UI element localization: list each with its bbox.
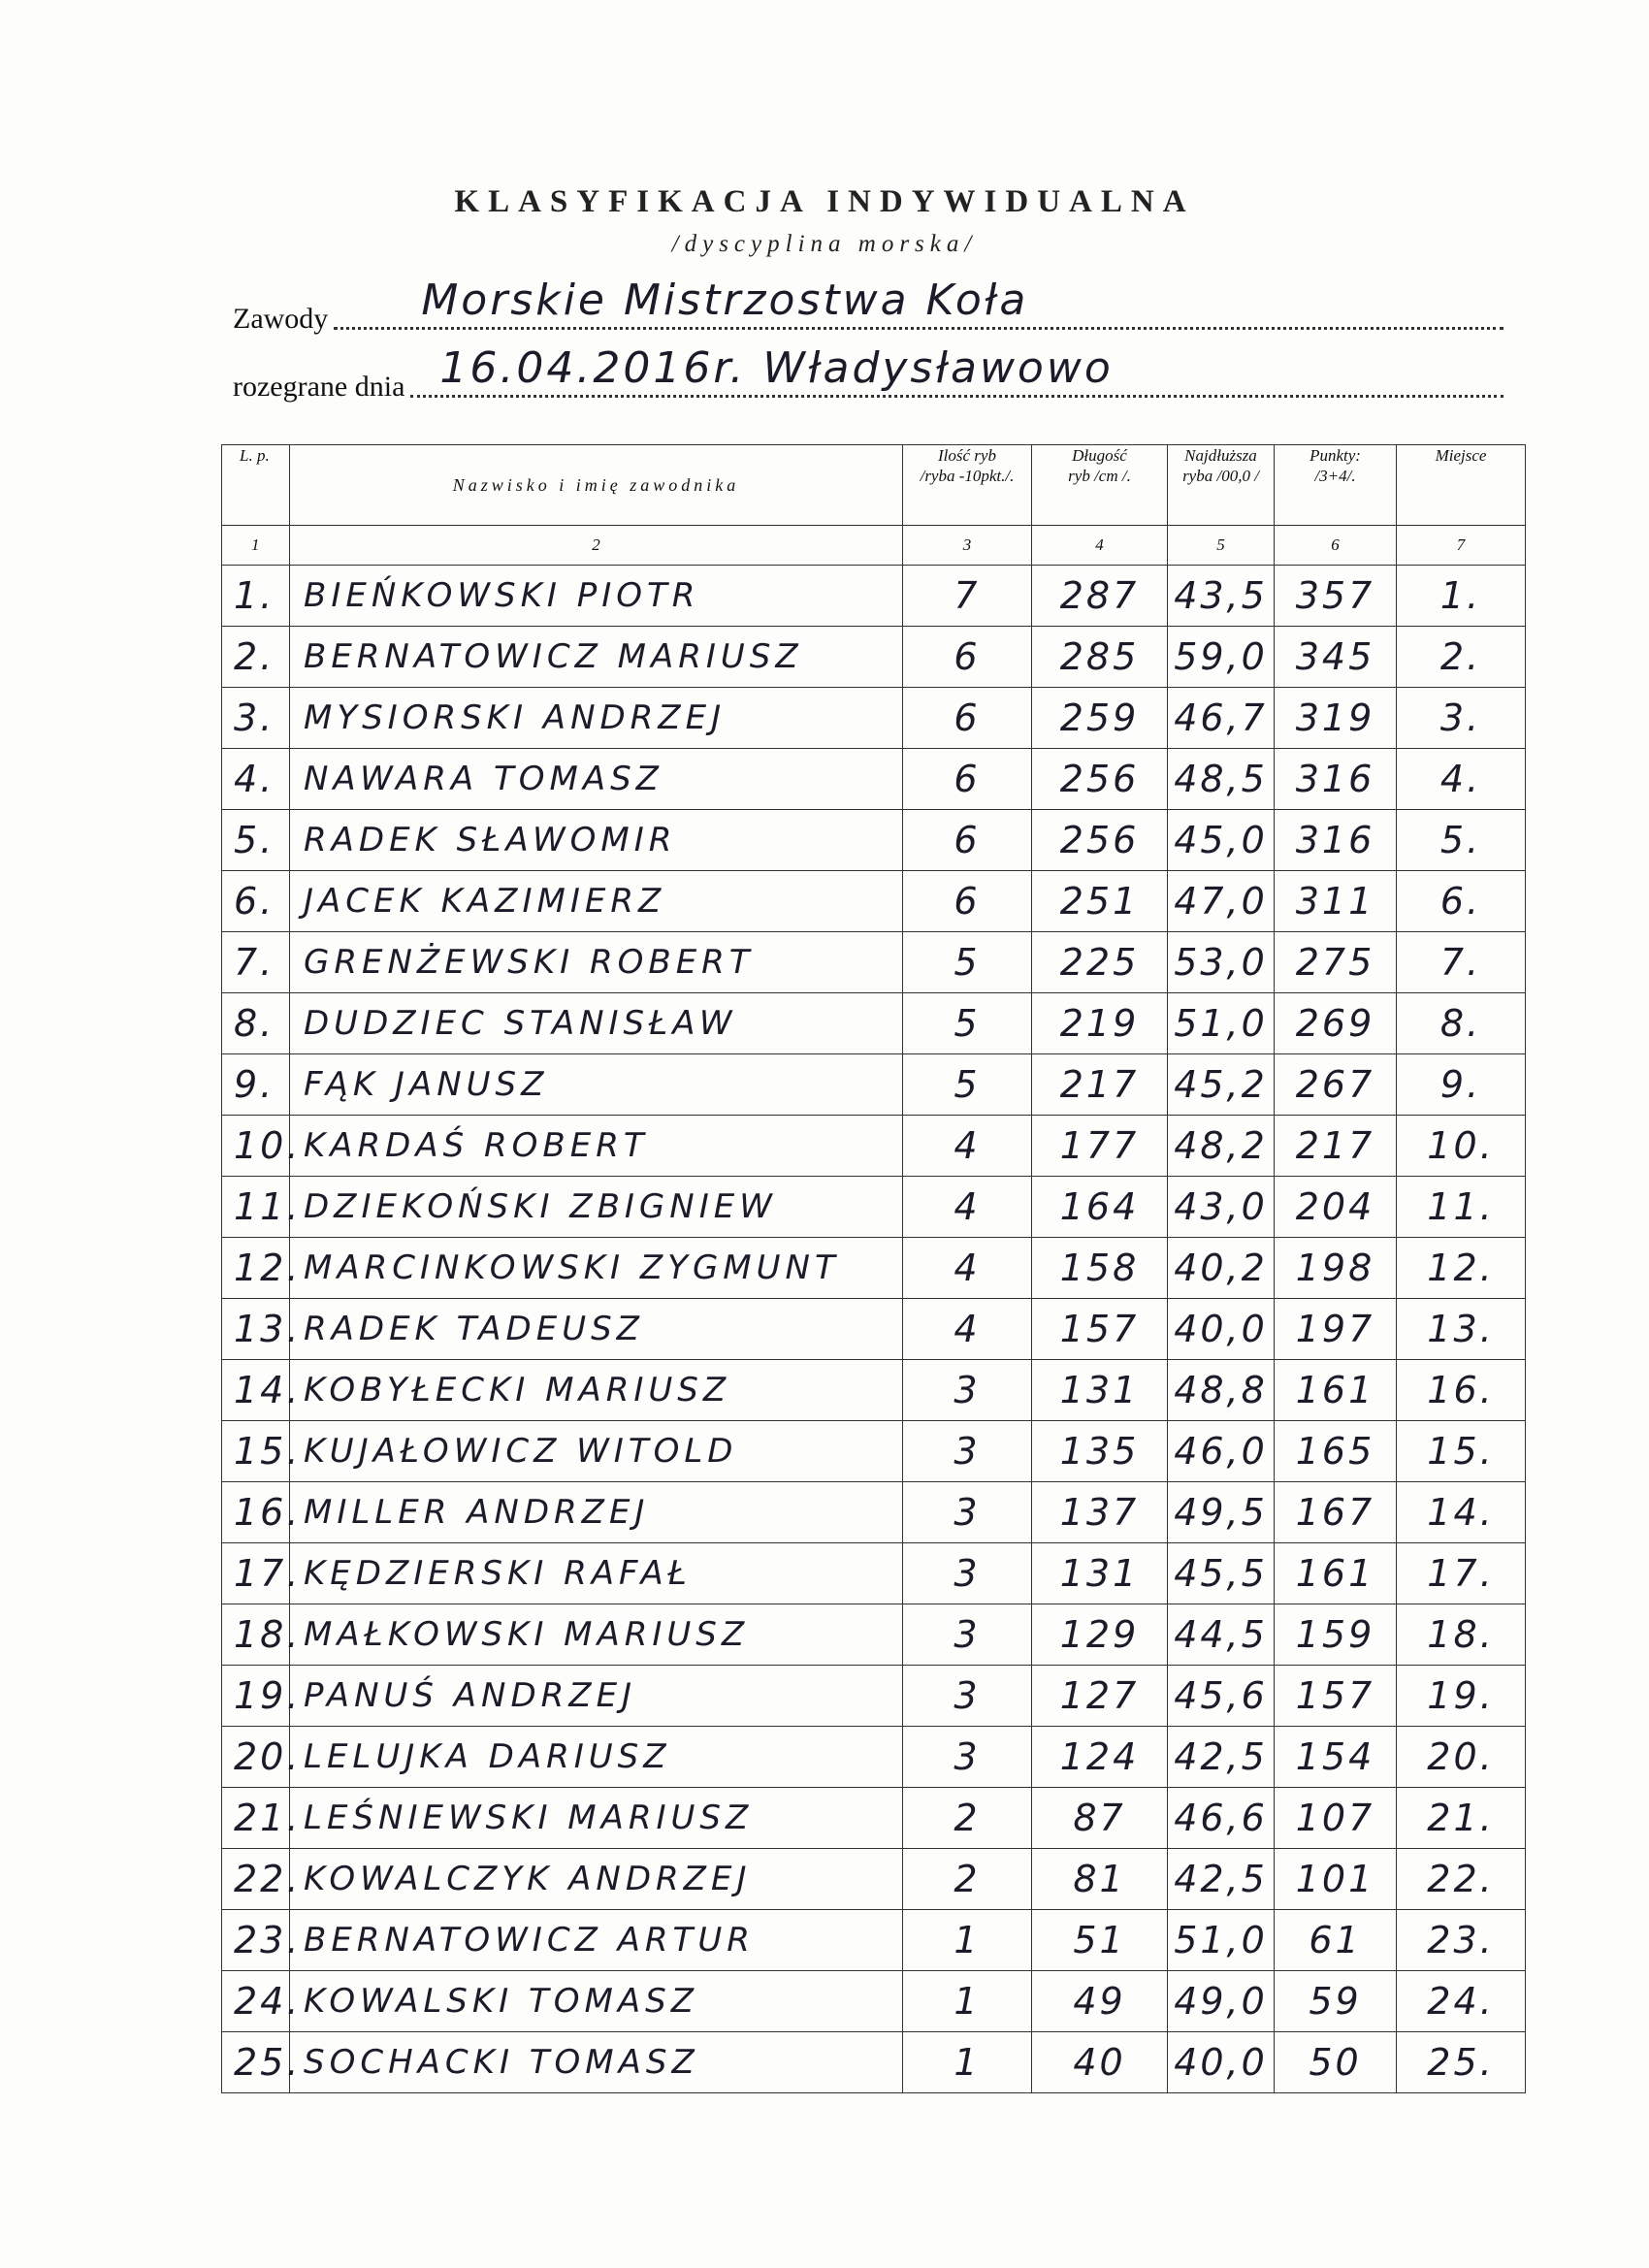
header-count-line1: Ilość ryb bbox=[938, 446, 996, 465]
cell-lp: 3. bbox=[222, 688, 290, 749]
table-row bbox=[222, 1054, 1526, 1116]
cell-length: 219 bbox=[1032, 993, 1168, 1054]
cell-length: 158 bbox=[1032, 1238, 1168, 1299]
column-number-row bbox=[222, 526, 1526, 566]
cell-longest: 45,2 bbox=[1168, 1054, 1275, 1116]
cell-length: 256 bbox=[1032, 810, 1168, 871]
cell-length: 259 bbox=[1032, 688, 1168, 749]
cell-place: 10. bbox=[1397, 1116, 1526, 1177]
page-subtitle: /dyscyplina morska/ bbox=[671, 231, 978, 257]
cell-lp: 5. bbox=[222, 810, 290, 871]
header-points-line1: Punkty: bbox=[1310, 446, 1361, 465]
column-number: 3 bbox=[903, 526, 1032, 566]
header-length-line2: ryb /cm /. bbox=[1068, 467, 1131, 485]
cell-place: 18. bbox=[1397, 1604, 1526, 1666]
table-row bbox=[222, 749, 1526, 810]
cell-count: 6 bbox=[903, 810, 1032, 871]
cell-longest: 51,0 bbox=[1168, 1910, 1275, 1971]
cell-longest: 43,0 bbox=[1168, 1177, 1275, 1238]
cell-length: 251 bbox=[1032, 871, 1168, 932]
cell-name: KOBYŁECKI MARIUSZ bbox=[290, 1360, 903, 1421]
header-longest bbox=[1168, 445, 1275, 526]
cell-lp: 15. bbox=[222, 1421, 290, 1482]
competition-label: Zawody bbox=[233, 303, 329, 335]
cell-lp: 12. bbox=[222, 1238, 290, 1299]
header-lp: L. p. bbox=[222, 445, 290, 526]
cell-place: 7. bbox=[1397, 932, 1526, 993]
table-row bbox=[222, 1116, 1526, 1177]
cell-longest: 48,2 bbox=[1168, 1116, 1275, 1177]
competition-field bbox=[233, 275, 1504, 340]
cell-lp: 24. bbox=[222, 1971, 290, 2032]
cell-name: MYSIORSKI ANDRZEJ bbox=[290, 688, 903, 749]
cell-longest: 48,5 bbox=[1168, 749, 1275, 810]
cell-place: 1. bbox=[1397, 566, 1526, 627]
table-row bbox=[222, 871, 1526, 932]
cell-lp: 13. bbox=[222, 1299, 290, 1360]
cell-name: SOCHACKI TOMASZ bbox=[290, 2032, 903, 2093]
table-row bbox=[222, 1849, 1526, 1910]
cell-lp: 23. bbox=[222, 1910, 290, 1971]
page-title: KLASYFIKACJA INDYWIDUALNA bbox=[454, 184, 1195, 219]
cell-longest: 42,5 bbox=[1168, 1727, 1275, 1788]
cell-points: 61 bbox=[1275, 1910, 1397, 1971]
cell-longest: 53,0 bbox=[1168, 932, 1275, 993]
column-number: 2 bbox=[290, 526, 903, 566]
header-name: Nazwisko i imię zawodnika bbox=[290, 445, 903, 526]
table-row bbox=[222, 2032, 1526, 2093]
cell-points: 157 bbox=[1275, 1666, 1397, 1727]
cell-count: 6 bbox=[903, 627, 1032, 688]
cell-count: 4 bbox=[903, 1299, 1032, 1360]
table-row bbox=[222, 1482, 1526, 1543]
cell-length: 124 bbox=[1032, 1727, 1168, 1788]
cell-points: 101 bbox=[1275, 1849, 1397, 1910]
cell-lp: 25. bbox=[222, 2032, 290, 2093]
cell-place: 4. bbox=[1397, 749, 1526, 810]
cell-place: 11. bbox=[1397, 1177, 1526, 1238]
cell-count: 5 bbox=[903, 1054, 1032, 1116]
cell-count: 6 bbox=[903, 688, 1032, 749]
cell-points: 107 bbox=[1275, 1788, 1397, 1849]
cell-count: 3 bbox=[903, 1604, 1032, 1666]
cell-place: 19. bbox=[1397, 1666, 1526, 1727]
cell-lp: 10. bbox=[222, 1116, 290, 1177]
cell-count: 3 bbox=[903, 1360, 1032, 1421]
date-line bbox=[410, 337, 1504, 398]
table-row bbox=[222, 627, 1526, 688]
table-row bbox=[222, 810, 1526, 871]
table-row bbox=[222, 566, 1526, 627]
cell-longest: 43,5 bbox=[1168, 566, 1275, 627]
table-row bbox=[222, 1971, 1526, 2032]
cell-name: DZIEKOŃSKI ZBIGNIEW bbox=[290, 1177, 903, 1238]
cell-count: 1 bbox=[903, 1910, 1032, 1971]
cell-length: 51 bbox=[1032, 1910, 1168, 1971]
table-row bbox=[222, 993, 1526, 1054]
cell-length: 129 bbox=[1032, 1604, 1168, 1666]
cell-count: 3 bbox=[903, 1421, 1032, 1482]
header-length bbox=[1032, 445, 1168, 526]
date-value: 16.04.2016r. Władysławowo bbox=[439, 343, 1114, 393]
table-row bbox=[222, 932, 1526, 993]
cell-longest: 40,0 bbox=[1168, 2032, 1275, 2093]
cell-points: 269 bbox=[1275, 993, 1397, 1054]
cell-name: RADEK TADEUSZ bbox=[290, 1299, 903, 1360]
cell-length: 164 bbox=[1032, 1177, 1168, 1238]
cell-lp: 20. bbox=[222, 1727, 290, 1788]
cell-longest: 45,6 bbox=[1168, 1666, 1275, 1727]
cell-length: 225 bbox=[1032, 932, 1168, 993]
cell-count: 4 bbox=[903, 1116, 1032, 1177]
cell-count: 2 bbox=[903, 1788, 1032, 1849]
column-number: 7 bbox=[1397, 526, 1526, 566]
cell-name: KARDAŚ ROBERT bbox=[290, 1116, 903, 1177]
table-header-row bbox=[222, 445, 1526, 526]
cell-place: 14. bbox=[1397, 1482, 1526, 1543]
cell-count: 3 bbox=[903, 1666, 1032, 1727]
cell-place: 23. bbox=[1397, 1910, 1526, 1971]
cell-length: 49 bbox=[1032, 1971, 1168, 2032]
cell-name: LELUJKA DARIUSZ bbox=[290, 1727, 903, 1788]
table-row bbox=[222, 1299, 1526, 1360]
cell-count: 3 bbox=[903, 1727, 1032, 1788]
cell-length: 131 bbox=[1032, 1543, 1168, 1604]
cell-name: MILLER ANDRZEJ bbox=[290, 1482, 903, 1543]
competition-value: Morskie Mistrzostwa Koła bbox=[421, 275, 1029, 325]
cell-place: 12. bbox=[1397, 1238, 1526, 1299]
cell-count: 3 bbox=[903, 1482, 1032, 1543]
cell-longest: 49,5 bbox=[1168, 1482, 1275, 1543]
cell-longest: 48,8 bbox=[1168, 1360, 1275, 1421]
cell-name: KOWALSKI TOMASZ bbox=[290, 1971, 903, 2032]
cell-place: 24. bbox=[1397, 1971, 1526, 2032]
cell-longest: 45,0 bbox=[1168, 810, 1275, 871]
cell-points: 59 bbox=[1275, 1971, 1397, 2032]
cell-count: 6 bbox=[903, 871, 1032, 932]
cell-longest: 42,5 bbox=[1168, 1849, 1275, 1910]
cell-count: 4 bbox=[903, 1238, 1032, 1299]
cell-name: DUDZIEC STANISŁAW bbox=[290, 993, 903, 1054]
cell-lp: 22. bbox=[222, 1849, 290, 1910]
cell-longest: 45,5 bbox=[1168, 1543, 1275, 1604]
cell-name: JACEK KAZIMIERZ bbox=[290, 871, 903, 932]
cell-count: 2 bbox=[903, 1849, 1032, 1910]
table-row bbox=[222, 1177, 1526, 1238]
cell-name: LEŚNIEWSKI MARIUSZ bbox=[290, 1788, 903, 1849]
column-number: 6 bbox=[1275, 526, 1397, 566]
header-longest-line2: ryba /00,0 / bbox=[1182, 467, 1259, 485]
cell-points: 345 bbox=[1275, 627, 1397, 688]
cell-longest: 46,6 bbox=[1168, 1788, 1275, 1849]
cell-count: 7 bbox=[903, 566, 1032, 627]
cell-points: 357 bbox=[1275, 566, 1397, 627]
header-length-line1: Długość bbox=[1072, 446, 1127, 465]
cell-points: 275 bbox=[1275, 932, 1397, 993]
cell-points: 167 bbox=[1275, 1482, 1397, 1543]
cell-lp: 8. bbox=[222, 993, 290, 1054]
cell-lp: 14. bbox=[222, 1360, 290, 1421]
cell-length: 177 bbox=[1032, 1116, 1168, 1177]
date-label: rozegrane dnia bbox=[233, 371, 405, 403]
cell-points: 50 bbox=[1275, 2032, 1397, 2093]
cell-place: 13. bbox=[1397, 1299, 1526, 1360]
cell-length: 87 bbox=[1032, 1788, 1168, 1849]
cell-length: 157 bbox=[1032, 1299, 1168, 1360]
cell-count: 4 bbox=[903, 1177, 1032, 1238]
cell-length: 287 bbox=[1032, 566, 1168, 627]
cell-longest: 46,7 bbox=[1168, 688, 1275, 749]
cell-points: 197 bbox=[1275, 1299, 1397, 1360]
column-number: 1 bbox=[222, 526, 290, 566]
cell-place: 5. bbox=[1397, 810, 1526, 871]
cell-longest: 59,0 bbox=[1168, 627, 1275, 688]
cell-points: 217 bbox=[1275, 1116, 1397, 1177]
cell-lp: 2. bbox=[222, 627, 290, 688]
cell-points: 311 bbox=[1275, 871, 1397, 932]
cell-place: 6. bbox=[1397, 871, 1526, 932]
cell-name: MARCINKOWSKI ZYGMUNT bbox=[290, 1238, 903, 1299]
cell-name: KUJAŁOWICZ WITOLD bbox=[290, 1421, 903, 1482]
cell-length: 256 bbox=[1032, 749, 1168, 810]
cell-place: 3. bbox=[1397, 688, 1526, 749]
table-row bbox=[222, 1910, 1526, 1971]
cell-count: 1 bbox=[903, 1971, 1032, 2032]
cell-place: 8. bbox=[1397, 993, 1526, 1054]
cell-lp: 1. bbox=[222, 566, 290, 627]
cell-points: 267 bbox=[1275, 1054, 1397, 1116]
cell-count: 6 bbox=[903, 749, 1032, 810]
cell-lp: 21. bbox=[222, 1788, 290, 1849]
cell-lp: 11. bbox=[222, 1177, 290, 1238]
cell-lp: 4. bbox=[222, 749, 290, 810]
cell-lp: 19. bbox=[222, 1666, 290, 1727]
cell-lp: 16. bbox=[222, 1482, 290, 1543]
header-points-line2: /3+4/. bbox=[1314, 467, 1356, 485]
table-row bbox=[222, 1604, 1526, 1666]
results-body bbox=[222, 566, 1526, 2093]
cell-points: 154 bbox=[1275, 1727, 1397, 1788]
cell-points: 198 bbox=[1275, 1238, 1397, 1299]
cell-place: 9. bbox=[1397, 1054, 1526, 1116]
cell-name: BERNATOWICZ MARIUSZ bbox=[290, 627, 903, 688]
cell-length: 135 bbox=[1032, 1421, 1168, 1482]
cell-length: 137 bbox=[1032, 1482, 1168, 1543]
cell-lp: 7. bbox=[222, 932, 290, 993]
date-field bbox=[233, 343, 1504, 407]
header-count bbox=[903, 445, 1032, 526]
cell-points: 204 bbox=[1275, 1177, 1397, 1238]
cell-name: KOWALCZYK ANDRZEJ bbox=[290, 1849, 903, 1910]
cell-length: 131 bbox=[1032, 1360, 1168, 1421]
cell-place: 25. bbox=[1397, 2032, 1526, 2093]
cell-name: RADEK SŁAWOMIR bbox=[290, 810, 903, 871]
cell-lp: 17. bbox=[222, 1543, 290, 1604]
cell-points: 316 bbox=[1275, 810, 1397, 871]
header-count-line2: /ryba -10pkt./. bbox=[920, 467, 1015, 485]
table-row bbox=[222, 1421, 1526, 1482]
cell-longest: 40,2 bbox=[1168, 1238, 1275, 1299]
cell-name: NAWARA TOMASZ bbox=[290, 749, 903, 810]
cell-length: 40 bbox=[1032, 2032, 1168, 2093]
cell-lp: 18. bbox=[222, 1604, 290, 1666]
cell-place: 16. bbox=[1397, 1360, 1526, 1421]
cell-count: 1 bbox=[903, 2032, 1032, 2093]
table-row bbox=[222, 688, 1526, 749]
column-number: 5 bbox=[1168, 526, 1275, 566]
cell-name: FĄK JANUSZ bbox=[290, 1054, 903, 1116]
cell-name: MAŁKOWSKI MARIUSZ bbox=[290, 1604, 903, 1666]
competition-line bbox=[334, 269, 1504, 330]
cell-length: 127 bbox=[1032, 1666, 1168, 1727]
cell-points: 159 bbox=[1275, 1604, 1397, 1666]
cell-count: 3 bbox=[903, 1543, 1032, 1604]
cell-points: 316 bbox=[1275, 749, 1397, 810]
cell-place: 17. bbox=[1397, 1543, 1526, 1604]
cell-name: PANUŚ ANDRZEJ bbox=[290, 1666, 903, 1727]
cell-name: GRENŻEWSKI ROBERT bbox=[290, 932, 903, 993]
cell-place: 22. bbox=[1397, 1849, 1526, 1910]
table-row bbox=[222, 1543, 1526, 1604]
cell-place: 21. bbox=[1397, 1788, 1526, 1849]
header-points bbox=[1275, 445, 1397, 526]
cell-points: 161 bbox=[1275, 1360, 1397, 1421]
column-number: 4 bbox=[1032, 526, 1168, 566]
table-row bbox=[222, 1238, 1526, 1299]
cell-length: 285 bbox=[1032, 627, 1168, 688]
cell-longest: 51,0 bbox=[1168, 993, 1275, 1054]
cell-name: BIEŃKOWSKI PIOTR bbox=[290, 566, 903, 627]
cell-length: 217 bbox=[1032, 1054, 1168, 1116]
cell-count: 5 bbox=[903, 993, 1032, 1054]
cell-longest: 47,0 bbox=[1168, 871, 1275, 932]
header-longest-line1: Najdłuższa bbox=[1184, 446, 1257, 465]
cell-place: 2. bbox=[1397, 627, 1526, 688]
table-row bbox=[222, 1360, 1526, 1421]
cell-longest: 49,0 bbox=[1168, 1971, 1275, 2032]
cell-points: 165 bbox=[1275, 1421, 1397, 1482]
cell-longest: 46,0 bbox=[1168, 1421, 1275, 1482]
cell-lp: 9. bbox=[222, 1054, 290, 1116]
cell-count: 5 bbox=[903, 932, 1032, 993]
cell-points: 161 bbox=[1275, 1543, 1397, 1604]
cell-name: KĘDZIERSKI RAFAŁ bbox=[290, 1543, 903, 1604]
table-row bbox=[222, 1727, 1526, 1788]
header-place: Miejsce bbox=[1397, 445, 1526, 526]
cell-points: 319 bbox=[1275, 688, 1397, 749]
cell-lp: 6. bbox=[222, 871, 290, 932]
cell-name: BERNATOWICZ ARTUR bbox=[290, 1910, 903, 1971]
cell-place: 15. bbox=[1397, 1421, 1526, 1482]
table-row bbox=[222, 1666, 1526, 1727]
cell-length: 81 bbox=[1032, 1849, 1168, 1910]
table-row bbox=[222, 1788, 1526, 1849]
cell-place: 20. bbox=[1397, 1727, 1526, 1788]
results-table bbox=[221, 444, 1526, 2093]
cell-longest: 40,0 bbox=[1168, 1299, 1275, 1360]
cell-longest: 44,5 bbox=[1168, 1604, 1275, 1666]
